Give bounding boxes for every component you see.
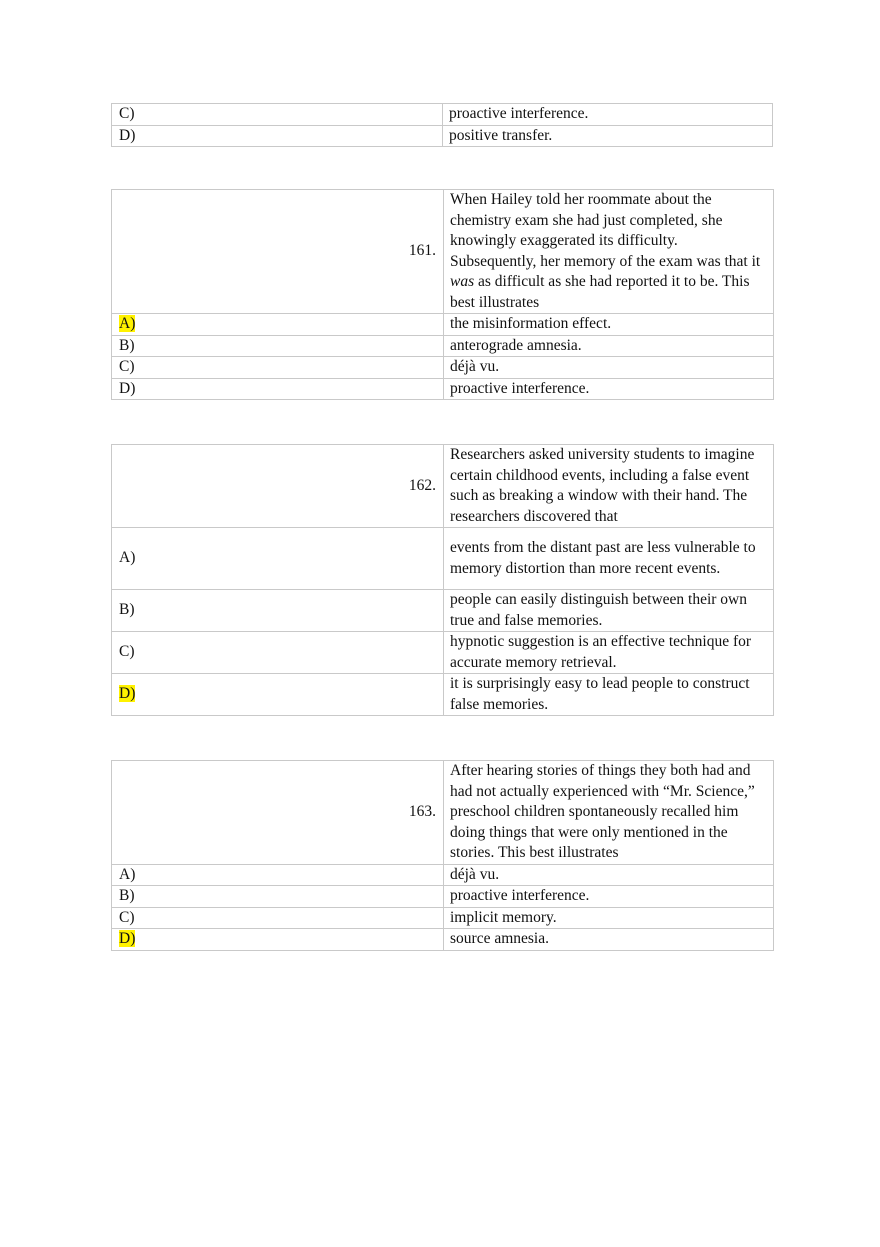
option-row [112,125,773,147]
option-text: the misinformation effect. [444,314,774,336]
option-row [112,886,774,908]
option-letter: B) [119,336,135,354]
question-161-table [111,189,774,400]
option-letter-cell [112,674,444,716]
option-letter-cell [112,907,444,929]
question-stem [444,190,774,314]
option-row [112,357,774,379]
option-text: people can easily distinguish between their own true and false memories. [444,590,774,632]
option-letter-cell [112,864,444,886]
option-letter-cell [112,378,444,400]
option-row [112,528,774,590]
option-row [112,314,774,336]
option-letter-cell [112,632,444,674]
option-text: proactive interference. [444,378,774,400]
option-letter-cell [112,335,444,357]
option-letter: C) [119,358,135,375]
question-stem-part: When Hailey told her roommate about the chemistry exam she had just completed, she knowingly exaggerated its difficulty. Subsequently, her memory of the exam was that it [450,191,761,270]
option-letter-cell [112,929,444,951]
option-letter-cell [112,125,443,147]
option-row [112,632,774,674]
question-prev-options-table [111,103,773,147]
option-text: proactive interference. [443,104,773,126]
question-stem-part: as difficult as she had reported it to be. This best illustrates [450,273,750,311]
option-text: déjà vu. [444,864,774,886]
option-text: déjà vu. [444,357,774,379]
option-letter-highlighted: A) [119,315,136,332]
option-row [112,335,774,357]
option-letter: C) [119,908,135,926]
option-text: anterograde amnesia. [444,335,774,357]
option-letter-highlighted: D) [119,930,136,947]
question-stem-italic: was [450,273,475,290]
question-number: 162. [112,445,444,528]
option-letter-cell [112,314,444,336]
option-letter: C) [119,105,135,122]
option-letter: A) [119,549,136,567]
option-letter: D) [119,126,136,144]
question-stem-row [112,445,774,528]
question-stem-row [112,190,774,314]
option-text: proactive interference. [444,886,774,908]
option-row [112,104,773,126]
option-text: events from the distant past are less vulnerable to memory distortion than more recent events. [444,528,774,590]
option-letter: B) [119,887,135,904]
option-letter-highlighted: D) [119,685,136,703]
option-text: it is surprisingly easy to lead people to construct false memories. [444,674,774,716]
option-letter: C) [119,643,135,661]
option-row [112,590,774,632]
option-text: implicit memory. [444,907,774,929]
option-letter-cell [112,886,444,908]
question-number: 163. [112,761,444,865]
question-stem: After hearing stories of things they both had and had not actually experienced with “Mr. Science,” preschool children spontaneously recalled him doing things that were only mentioned in the stories. This best illustrates [444,761,774,865]
question-number: 161. [112,190,444,314]
option-row [112,907,774,929]
option-letter: A) [119,865,136,883]
option-letter-cell [112,590,444,632]
option-letter-cell [112,528,444,590]
option-row [112,864,774,886]
option-text: positive transfer. [443,125,773,147]
option-row [112,378,774,400]
option-letter: B) [119,601,135,619]
option-letter-cell [112,357,444,379]
question-stem: Researchers asked university students to imagine certain childhood events, including a false event such as breaking a window with their hand. The researchers discovered that [444,445,774,528]
question-163-table [111,760,774,951]
option-text: source amnesia. [444,929,774,951]
option-letter-cell [112,104,443,126]
option-text: hypnotic suggestion is an effective technique for accurate memory retrieval. [444,632,774,674]
option-row [112,929,774,951]
question-stem-row [112,761,774,865]
question-162-table [111,444,774,716]
option-letter: D) [119,379,136,397]
option-row [112,674,774,716]
